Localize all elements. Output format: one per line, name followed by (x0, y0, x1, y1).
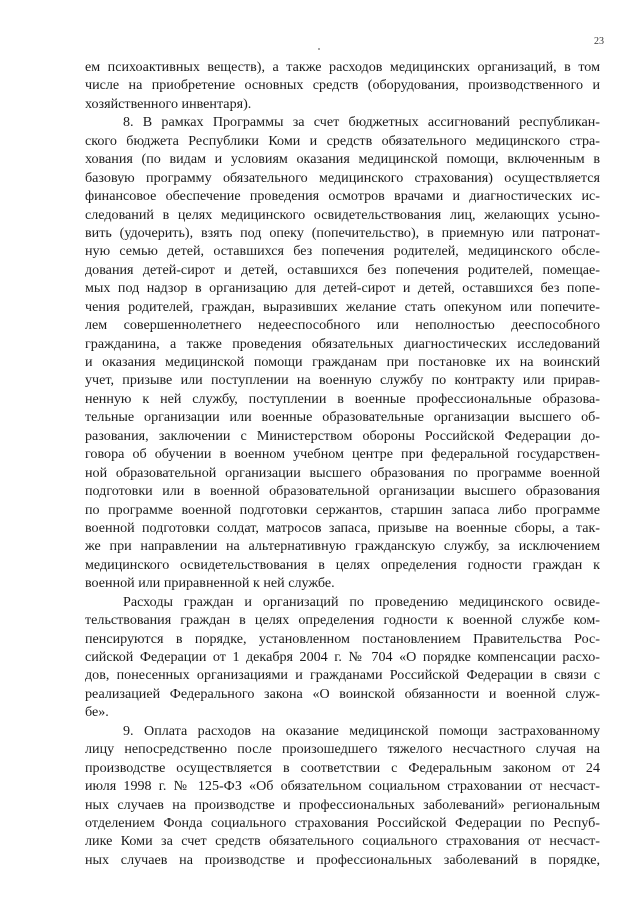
paragraph-line: и оказания медицинской помощи гражданам при постановке их на воинский (85, 354, 600, 370)
paragraph (85, 113, 600, 592)
paragraph-line: по программе военной подготовки сержантов, старшин запаса либо программе (85, 501, 600, 518)
paragraph-line: тельные организации или военные образовательные организации высшего об- (85, 409, 600, 426)
paragraph-line: 9. Оплата расходов на оказание медицинской помощи застрахованному (123, 722, 600, 739)
paragraph-line: Расходы граждан и организаций по проведению медицинского освиде- (123, 593, 600, 610)
paragraph-line: ных случаев на производстве и профессиональных заболеваний» региональным (85, 796, 600, 813)
page-number: 23 (594, 36, 604, 47)
paragraph-line: ных случаев на производстве и профессиональных заболеваний в порядке, (85, 851, 600, 868)
paragraph-line: лике Коми за счет средств обязательного социального страхования от несчаст- (85, 833, 600, 850)
paragraph-line: базовую программу обязательного медицинского страхования) осуществляется (85, 169, 600, 186)
paragraph-line: медицинского освидетельствования в целях определения годности граждан к (85, 556, 600, 573)
paragraph-line: июля 1998 г. № 125-ФЗ «Об обязательном социальном страховании от несчаст- (85, 778, 600, 795)
paragraph-line: ненную к ней службу, поступлении в военные профессиональные образова- (85, 390, 600, 407)
paragraph-line: 8. В рамках Программы за счет бюджетных ассигнований республикан- (123, 114, 600, 131)
paragraph-line: мых под надзор в организацию для детей-сирот и детей, оставшихся без попе- (85, 280, 600, 297)
paragraph-line: числе на приобретение основных средств (оборудования, производственного и (85, 77, 600, 94)
paragraph-line: пенсируются в порядке, установленном постановлением Правительства Рос- (85, 630, 600, 647)
paragraph-line: лицу непосредственно после произошедшего тяжелого несчастного случая на (85, 741, 600, 758)
paragraph-line: ную семью детей, оставшихся без попечения родителей, медицинского обсле- (85, 243, 600, 260)
paragraph-line: подготовки или в военной образовательной организации высшего образования (85, 483, 600, 500)
paragraph-line: производстве осуществляется в соответствии с Федеральным законом от 24 (85, 759, 600, 776)
paragraph-line: вить (удочерить), взять под опеку (попечительство), в приемную или патронат- (85, 224, 600, 241)
paragraph-line: отделением Фонда социального страхования Российской Федерации по Респуб- (85, 814, 600, 831)
paragraph-line: военной подготовки солдат, матросов запаса, призыве на военные сборы, а так- (85, 519, 600, 536)
paragraph-line: дов, понесенных организациями и гражданами Российской Федерации в связи с (85, 667, 600, 684)
paragraph-line: дования детей-сирот и детей, оставшихся без попечения родителей, помещае- (85, 261, 600, 278)
paragraph (85, 722, 600, 870)
paragraph-line: учет, призыве или поступлении на военную службу по контракту или прирав- (85, 372, 600, 389)
paragraph-line: ной образовательной организации высшего образования по программе военной (85, 464, 600, 481)
paragraph-line: военной или приравненной к ней службе. (85, 575, 335, 592)
document-body (85, 58, 600, 869)
paragraph-line: ского бюджета Республики Коми и средств обязательного медицинского стра- (85, 132, 600, 149)
paragraph-line: говора об обучении в военном учебном центре при федеральной государствен- (85, 446, 600, 463)
paragraph-line: же при направлении на альтернативную гражданскую службу, за исключением (85, 538, 600, 555)
paragraph-line: чения родителей, граждан, выразивших желание стать опекуном или попечите- (85, 298, 600, 315)
paragraph-line: лем совершеннолетнего недееспособного или неполностью дееспособного (85, 317, 600, 334)
paragraph (85, 58, 600, 113)
paragraph-line: реализацией Федерального закона «О воинской обязанности и военной служ- (85, 685, 600, 702)
scan-artifact (318, 48, 320, 50)
paragraph-line: хования (по видам и условиям оказания медицинской помощи, включенным в (85, 151, 600, 168)
paragraph-line: сийской Федерации от 1 декабря 2004 г. № 704 «О порядке компенсации расхо- (85, 649, 600, 665)
paragraph-line: разования, заключении с Министерством обороны Российской Федерации до- (85, 427, 600, 444)
paragraph-line: ем психоактивных веществ), а также расходов медицинских организаций, в том (85, 59, 600, 75)
paragraph-line: бе». (85, 704, 109, 721)
paragraph-line: тельствования граждан в целях определения годности к военной службе ком- (85, 612, 600, 629)
paragraph-line: следований в целях медицинского освидетельствования лиц, желающих усыно- (85, 206, 600, 223)
paragraph-line: хозяйственного инвентаря). (85, 95, 252, 112)
paragraph-line: гражданина, а также проведения обязательных диагностических исследований (85, 335, 600, 352)
paragraph-line: финансовое обеспечение проведения осмотров врачами и диагностических ис- (85, 188, 600, 205)
paragraph (85, 593, 600, 722)
